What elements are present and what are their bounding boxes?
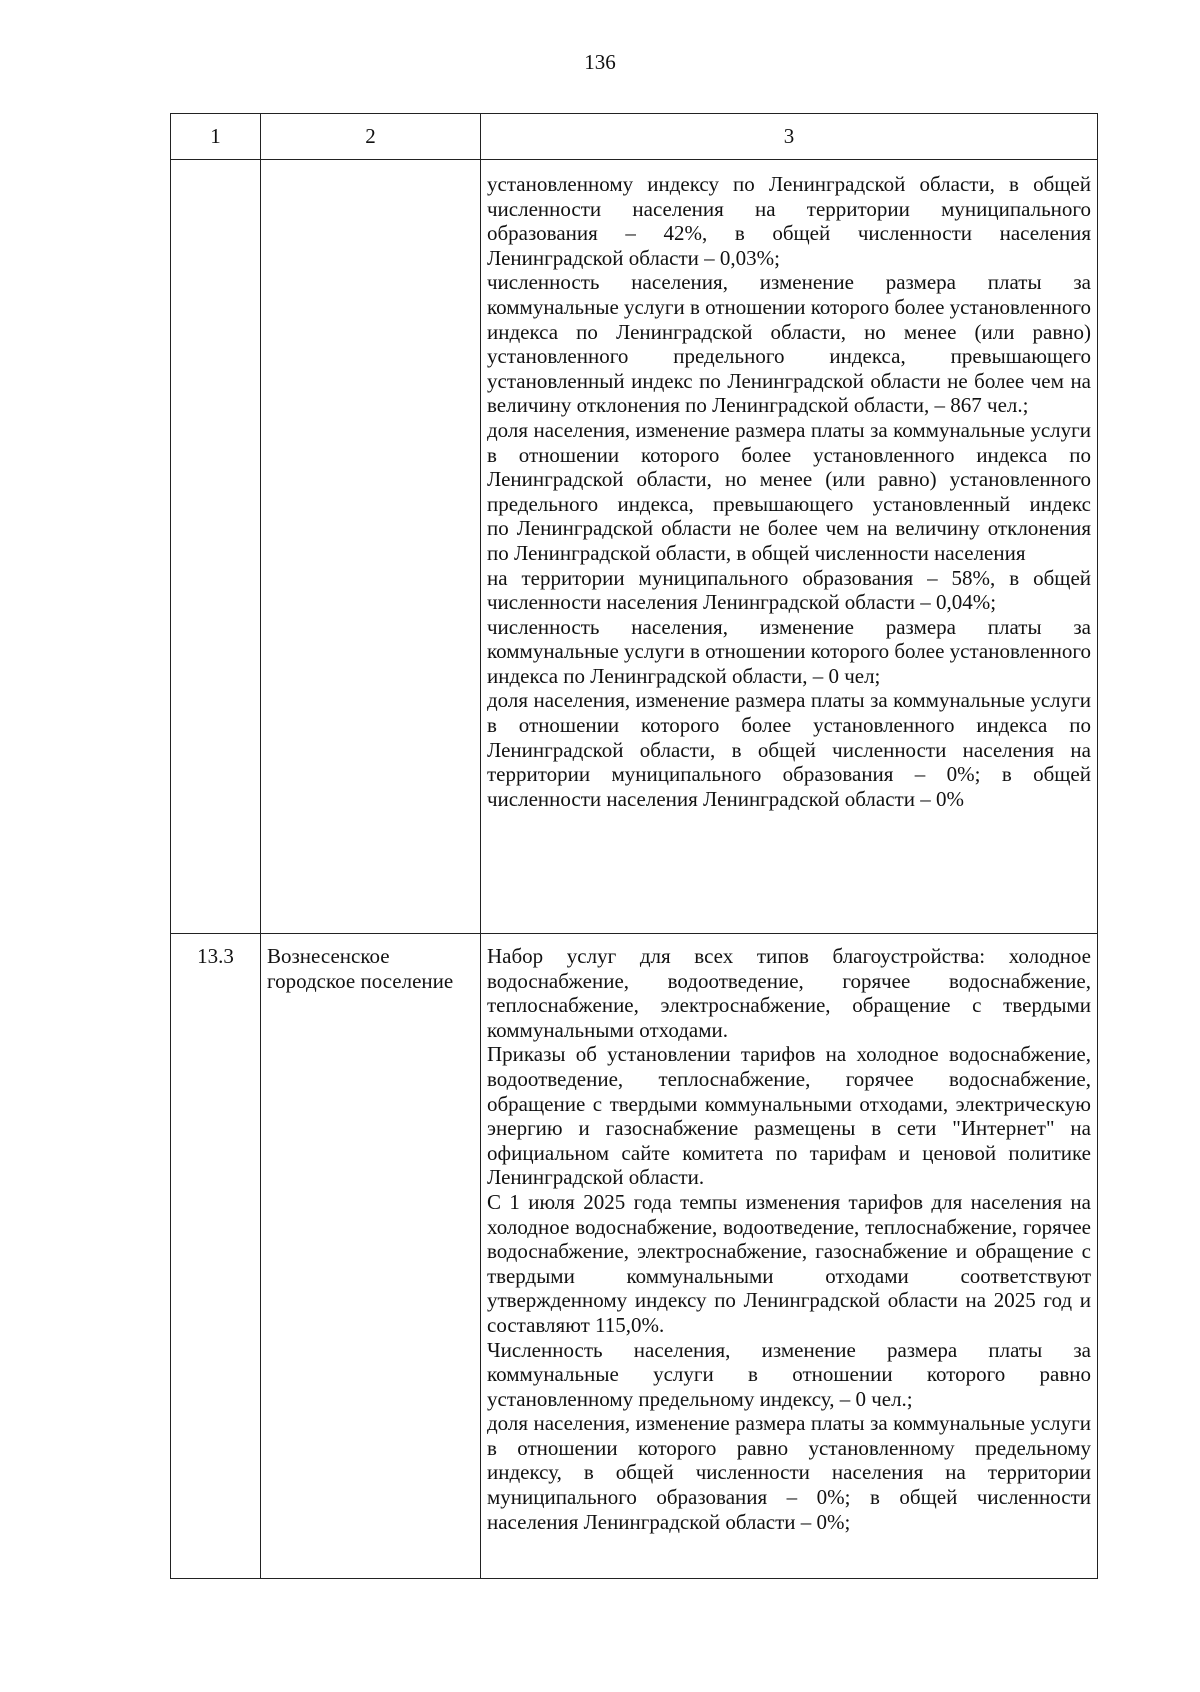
data-table [170, 113, 1098, 1579]
column-header-2: 2 [261, 114, 481, 160]
settlement-name-cell [261, 160, 481, 934]
paragraph: доля населения, изменение размера платы за коммунальные услуги в отношении которого более установленного индекса по Ленинградской области, но менее (или равно) установленного предельного индекса, превышающего установленный индекс [487, 417, 1091, 516]
column-header-3: 3 [481, 114, 1098, 160]
description-cell [481, 934, 1098, 1579]
settlement-name-cell: Вознесенское городское поселение [261, 934, 481, 1579]
paragraph: численность населения, изменение размера платы за коммунальные услуги в отношении которого более установленного индекса по Ленинградской области, – 0 чел; [487, 614, 1091, 688]
column-header-1: 1 [171, 114, 261, 160]
table-header-row [171, 114, 1098, 160]
paragraph: численность населения, изменение размера платы за коммунальные услуги в отношении которого более установленного индекса по Ленинградской области, но менее (или равно) установленного предельного индекса, превышающего установленный индекс по Ленинградской области не более чем на величину отклонения по Ленинградской области, – 867 чел.; [487, 270, 1091, 418]
paragraph: доля населения, изменение размера платы за коммунальные услуги в отношении которого равно установленному предельному индексу, в общей численности населения на территории муниципального образования – 0%; в общей численности населения Ленинградской области – 0%; [487, 1411, 1091, 1534]
row-number-cell: 13.3 [171, 934, 261, 1579]
table-row-continuation [171, 160, 1098, 934]
paragraph: доля населения, изменение размера платы за коммунальные услуги в отношении которого более установленного индекса по Ленинградской области, в общей численности населения на территории муниципального образования – 0%; в общей численности населения Ленинградской области – 0% [487, 688, 1091, 811]
table-row-13-3 [171, 934, 1098, 1579]
row-number-cell [171, 160, 261, 934]
paragraph: Приказы об установлении тарифов на холодное водоснабжение, водоотведение, теплоснабжение, горячее водоснабжение, обращение с твердыми коммунальными отходами, электрическую энергию и газоснабжение размещены в сети "Интернет" на официальном сайте комитета по тарифам и ценовой политике Ленинградской области. [487, 1042, 1091, 1190]
paragraph: Набор услуг для всех типов благоустройства: холодное водоснабжение, водоотведение, горячее водоснабжение, теплоснабжение, электроснабжение, обращение с твердыми коммунальными отходами. [487, 944, 1091, 1042]
page-number: 136 [584, 50, 616, 74]
paragraph: С 1 июля 2025 года темпы изменения тарифов для населения на холодное водоснабжение, водоотведение, теплоснабжение, горячее водоснабжение, электроснабжение, газоснабжение и обращение с твердыми коммунальными отходами соответствуют утвержденному индексу по Ленинградской области на 2025 год и составляют 115,0%. [487, 1189, 1091, 1337]
description-cell [481, 160, 1098, 934]
paragraph: Численность населения, изменение размера платы за коммунальные услуги в отношении которого равно установленному предельному индексу, – 0 чел.; [487, 1337, 1091, 1411]
paragraph: на территории муниципального образования – 58%, в общей численности населения Ленинградской области – 0,04%; [487, 565, 1091, 615]
paragraph: по Ленинградской области не более чем на величину отклонения по Ленинградской области, в общей численности населения [487, 516, 1091, 565]
paragraph: установленному индексу по Ленинградской области, в общей численности населения на территории муниципального образования – 42%, в общей численности населения Ленинградской области – 0,03%; [487, 172, 1091, 270]
